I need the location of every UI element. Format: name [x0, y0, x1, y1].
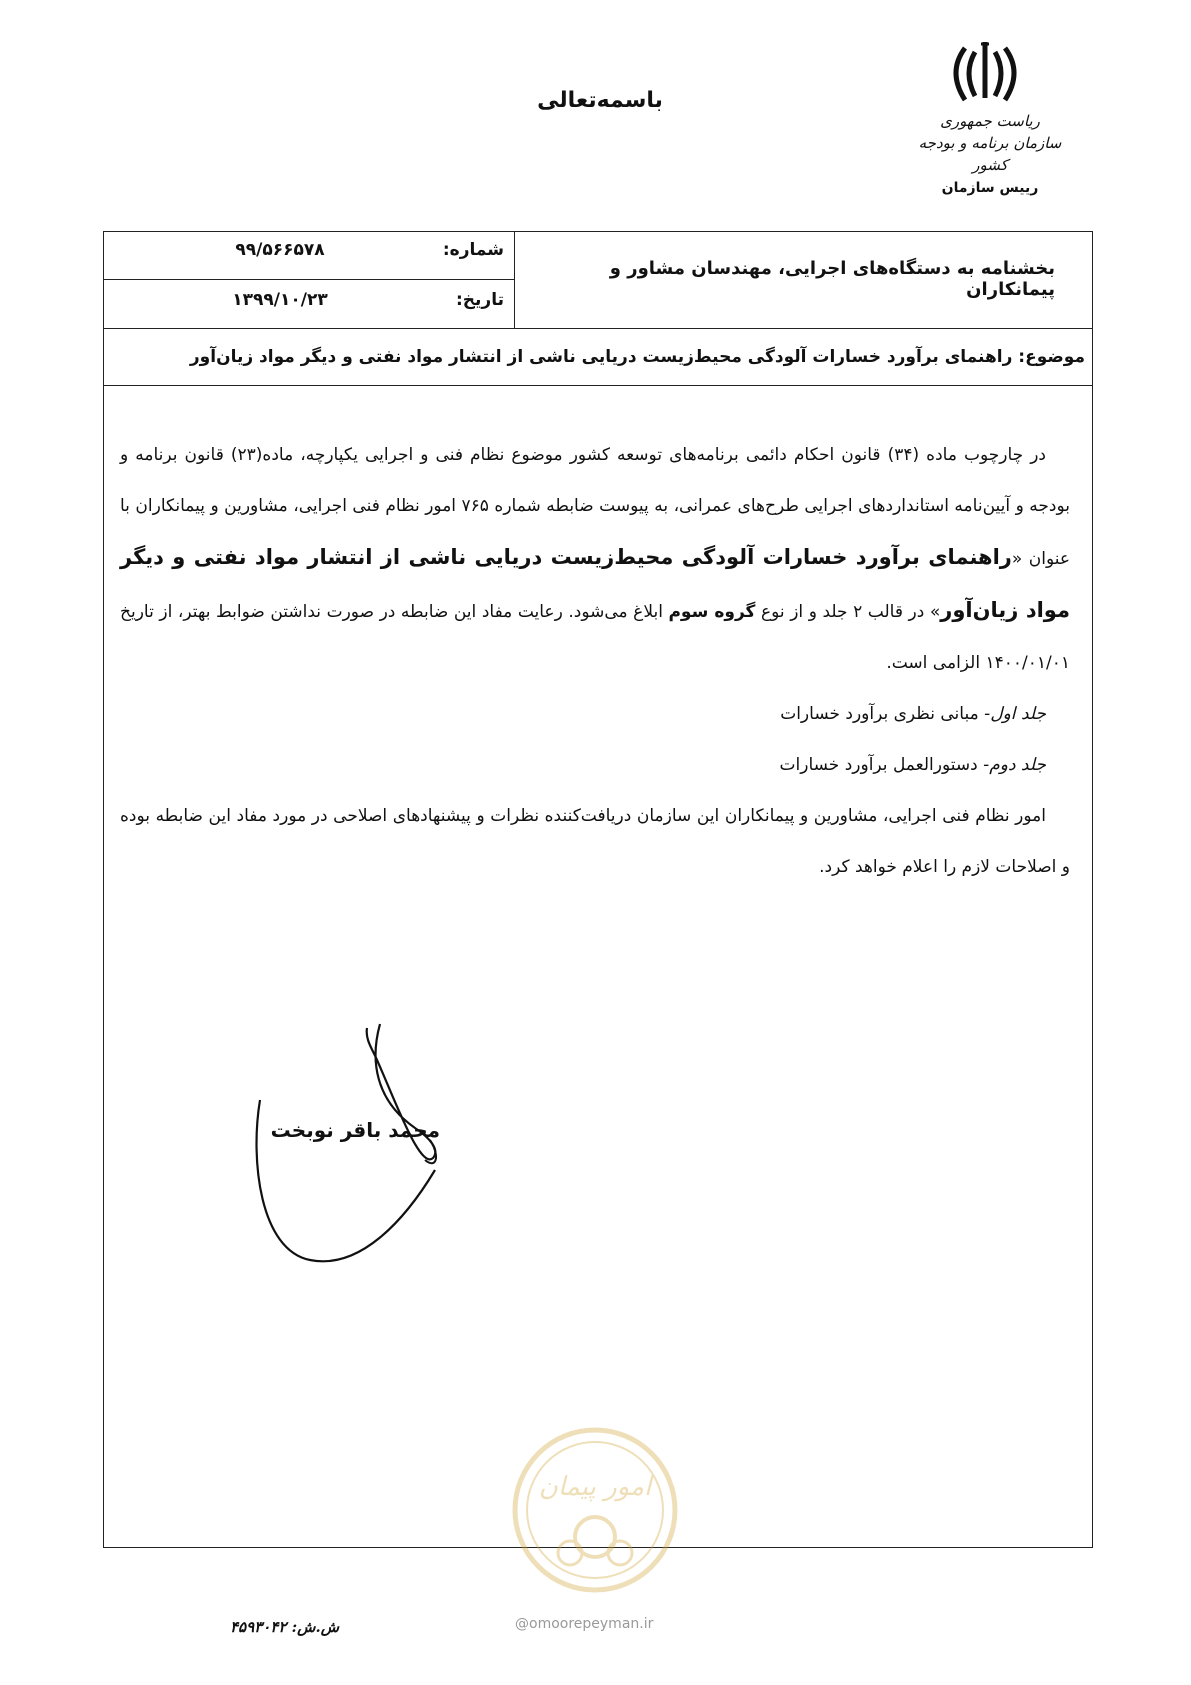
date-label: تاریخ: — [456, 290, 504, 310]
frame-divider-header — [103, 328, 1093, 329]
volume-2-desc: - دستورالعمل برآورد خسارات — [779, 755, 990, 775]
date-value: ۱۳۹۹/۱۰/۲۳ — [232, 290, 328, 310]
watermark-text: امور پیمان — [538, 1472, 652, 1502]
org-line-2: سازمان برنامه و بودجه کشور — [918, 134, 1062, 174]
volume-1-desc: - مبانی نظری برآورد خسارات — [780, 704, 991, 724]
letter-body — [120, 430, 1070, 893]
iran-emblem-icon — [945, 38, 1025, 108]
subject-line: موضوع: راهنمای برآورد خسارات آلودگی محیط‌زیست دریایی ناشی از انتشار مواد نفتی و دیگر مواد زیان‌آور — [189, 347, 1085, 367]
organization-block — [905, 110, 1075, 196]
signer-name: محمد باقر نوبخت — [270, 1118, 440, 1142]
volume-1-name: جلد اول — [990, 704, 1046, 724]
guideline-title: راهنمای برآورد خسارات آلودگی محیط‌زیست دریایی ناشی از انتشار مواد نفتی و دیگر مواد زیان‌آور — [120, 545, 1070, 622]
frame-divider-subject — [103, 385, 1093, 386]
volume-2 — [120, 740, 1070, 791]
handwritten-signature — [255, 1020, 485, 1280]
number-label: شماره: — [442, 240, 504, 260]
org-head: رییس سازمان — [941, 180, 1039, 196]
circular-recipients: بخشنامه به دستگاه‌های اجرایی، مهندسان مشاور و پیمانکاران — [609, 258, 1055, 300]
paragraph-2: امور نظام فنی اجرایی، مشاورین و پیمانکاران این سازمان دریافت‌کننده نظرات و پیشنهادهای اصلاحی در مورد مفاد این ضابطه بوده و اصلاحات لازم را اعلام خواهد کرد. — [120, 806, 1070, 877]
paragraph-1-part-a: در چارچوب ماده (۳۴) قانون احکام دائمی برنامه‌های توسعه کشور موضوع نظام فنی و اجرایی یکپارچه، ماده(۲۳) قانون برنامه و بودجه و آیین‌نامه استانداردهای اجرایی طرح‌های عمرانی، به پیوست ضابطه شماره ۷۶۵ امور نظام فنی اجرایی، مشاورین و پیمانکاران با عنوان « — [120, 445, 1071, 569]
document-heading: باسمه‌تعالی — [537, 88, 663, 113]
group-type: گروه سوم — [668, 602, 756, 622]
paragraph-1-part-b: » در قالب ۲ جلد و از نوع — [755, 602, 941, 622]
number-value: ۹۹/۵۶۶۵۷۸ — [235, 240, 325, 260]
watermark-seal-icon — [510, 1425, 680, 1595]
website-watermark: @omoorepeyman.ir — [515, 1616, 654, 1632]
frame-divider-vertical — [514, 231, 515, 328]
paragraph-1-part-c: ابلاغ می‌شود. رعایت مفاد این ضابطه در صورت نداشتن ضوابط بهتر، از تاریخ ۱۴۰۰/۰۱/۰۱ الزامی است. — [120, 602, 1070, 673]
volume-2-name: جلد دوم — [989, 755, 1046, 775]
frame-divider-meta — [103, 279, 514, 280]
org-line-1: ریاست جمهوری — [940, 112, 1040, 130]
serial-number: ش.ش: ۴۵۹۳۰۴۲ — [230, 1618, 340, 1636]
volume-1 — [120, 689, 1070, 740]
paragraph-1 — [120, 430, 1070, 689]
